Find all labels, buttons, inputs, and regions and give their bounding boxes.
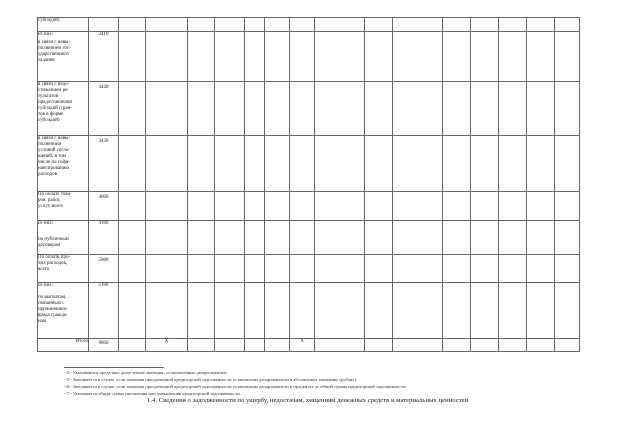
row-code: 3430	[89, 136, 119, 192]
row-label: из них: по публичным договорам	[38, 221, 89, 255]
table-row	[38, 18, 580, 32]
row-label: субсидий)	[38, 18, 89, 32]
row-label: По оплате това- ров, работ, услуг, всего	[38, 192, 89, 221]
receivables-table	[37, 17, 580, 352]
footnote-divider	[64, 367, 164, 368]
total-row	[38, 339, 580, 352]
footnote: <7> Указывается общая сумма увеличения или уменьшения кредиторской задолженности.	[64, 391, 242, 396]
table-row	[38, 192, 580, 221]
row-label: из них: в связи с невы- полнением гос- ударственного задания	[38, 32, 89, 82]
row-code: 4100	[89, 221, 119, 255]
row-subheader: из них:	[38, 283, 54, 288]
total-label: Итого	[38, 339, 89, 352]
row-code: 3420	[89, 82, 119, 136]
total-mark: X	[146, 339, 188, 352]
row-label: в связи с невы- полнением условий согла- шений, в том числе по софи- нансированию расходов	[38, 136, 89, 192]
table-row	[38, 82, 580, 136]
row-code: 5000	[89, 255, 119, 283]
table-row	[38, 32, 580, 82]
total-mark: X	[290, 339, 315, 352]
footnote: <6> Заполняется в случае, если значения просроченной кредиторской задолженности установлены департаментом в процентах от общей суммы кредиторской задолженности.	[64, 384, 407, 389]
total-code: 9000	[89, 339, 119, 352]
row-label: По оплате про- чих расходов, всего	[38, 255, 89, 283]
row-code: 3410	[89, 32, 119, 82]
row-code	[89, 18, 119, 32]
footnotes	[64, 369, 407, 397]
row-subheader: из них:	[38, 32, 54, 37]
table-row	[38, 221, 580, 255]
row-code: 5100	[89, 283, 119, 339]
row-code: 4000	[89, 192, 119, 221]
row-subheader: из них:	[38, 221, 54, 226]
footnote: <4> Указываются предельно допустимые значения, установленные департаментом.	[64, 370, 228, 375]
section-heading: 1.4. Сведения о задолженности по ущербу, недостачам, хищениям денежных средств и материальных ценностей	[147, 397, 469, 404]
table-row	[38, 255, 580, 283]
table-row	[38, 136, 580, 192]
footnote: <5> Заполняется в случае, если значения просроченной кредиторской задолженности установлены департаментом в абсолютных значениях (рублях).	[64, 377, 358, 382]
row-label: из них: по выплатам, связанным с причинением вреда гражда- нам	[38, 283, 89, 339]
row-label: в связи с недо- стижением ре- зультатов предоставления субсидий (гран- тов в форме субсидий)	[38, 82, 89, 136]
table-row	[38, 283, 580, 339]
